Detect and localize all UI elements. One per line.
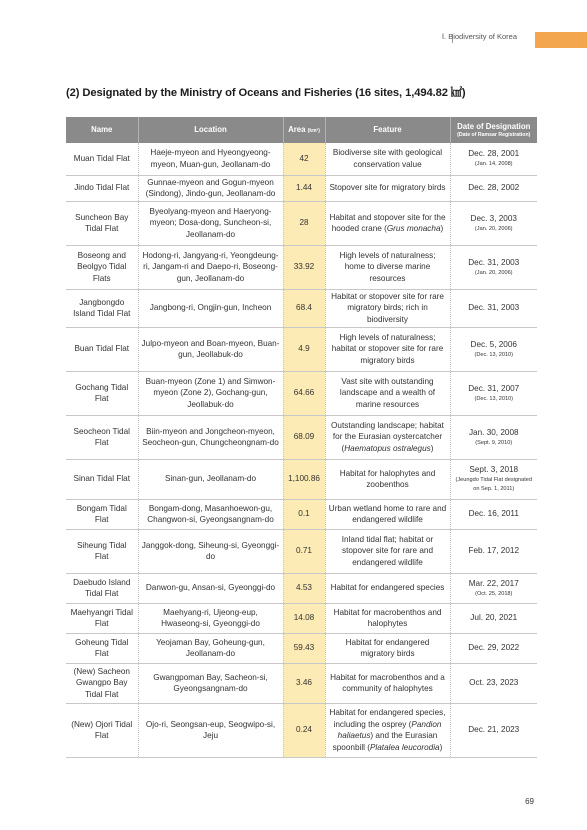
- location: Gunnae-myeon and Gogun-myeon (Sindong), Jindo-gun, Jeollanam-do: [145, 177, 276, 199]
- feature-text: Urban wetland home to rare and endangered wildlife: [328, 503, 447, 525]
- location-cell: [138, 459, 283, 499]
- table-row: [66, 573, 537, 603]
- designation-date: Jan. 30, 2008: [468, 427, 519, 437]
- species-name: Grus monacha: [386, 224, 441, 234]
- table-row: [66, 245, 537, 289]
- site-name-cell: [66, 371, 138, 415]
- site-name: (New) Ojori Tidal Flat: [71, 719, 133, 741]
- area-value: 4.9: [298, 344, 310, 354]
- feature-cell: [325, 201, 450, 245]
- location-cell: [138, 663, 283, 703]
- area-unit: (km²): [307, 128, 320, 135]
- feature-cell: [325, 327, 450, 371]
- date-cell: [450, 573, 537, 603]
- location-cell: [138, 573, 283, 603]
- site-name: Boseong and Beolgyo Tidal Flats: [77, 250, 127, 284]
- site-name-cell: [66, 201, 138, 245]
- table-row: [66, 289, 537, 327]
- feature-cell: [325, 529, 450, 573]
- designation-date: Dec. 29, 2022: [468, 643, 520, 653]
- location: Janggok-dong, Siheung-si, Gyeonggi-do: [141, 540, 280, 562]
- site-name-cell: [66, 143, 138, 175]
- species-name: Haematopus ostralegus: [344, 444, 431, 454]
- column-header-date: [450, 117, 537, 143]
- area-value: 1,100.86: [288, 474, 320, 484]
- location: Buan-myeon (Zone 1) and Simwon-myeon (Zone 2), Gochang-gun, Jeollabuk-do: [145, 376, 276, 410]
- section-title: (2) Designated by the Ministry of Oceans and Fisheries (16 sites, 1,494.82 ㎢): [66, 87, 466, 99]
- designation-date: Sept. 3, 2018: [469, 465, 519, 475]
- feature-cell: [325, 175, 450, 201]
- date-cell: [450, 371, 537, 415]
- date-label: Date of Designation: [457, 121, 531, 131]
- location-cell: [138, 175, 283, 201]
- species-name: Pandion haliaetus: [337, 719, 442, 741]
- site-name: Suncheon Bay Tidal Flat: [75, 212, 129, 234]
- location: Biin-myeon and Jongcheon-myeon, Seocheon-gun, Chungcheongnam-do: [142, 426, 279, 448]
- table-row: [66, 499, 537, 529]
- chapter-tab: [535, 32, 587, 48]
- table-row: [66, 371, 537, 415]
- site-name-cell: [66, 245, 138, 289]
- ramsar-date: (Jeungdo Tidal Flat designated on Sep. 1, 2011): [455, 477, 532, 493]
- designation-date: Dec. 28, 2001: [468, 149, 520, 159]
- table-row: [66, 663, 537, 703]
- table-row: [66, 201, 537, 245]
- site-name-cell: [66, 459, 138, 499]
- table-row: [66, 327, 537, 371]
- date-sublabel: (Date of Ramsar Registration): [457, 131, 531, 138]
- feature-cell: [325, 633, 450, 663]
- table-row: [66, 633, 537, 663]
- area-cell: [283, 371, 325, 415]
- table-row: [66, 415, 537, 459]
- area-cell: [283, 603, 325, 633]
- feature-cell: [325, 245, 450, 289]
- designation-date: Jul. 20, 2021: [470, 613, 518, 623]
- designation-date: Feb. 17, 2012: [468, 546, 520, 556]
- column-header-area: [283, 117, 325, 143]
- site-name: Buan Tidal Flat: [74, 344, 130, 354]
- designation-date: Oct. 23, 2023: [469, 678, 519, 688]
- location: Bongam-dong, Masanhoewon-gu, Changwon-si, Gyeongsangnam-do: [147, 503, 274, 525]
- location-cell: [138, 245, 283, 289]
- area-cell: [283, 573, 325, 603]
- feature-text: Habitat and stopover site for the hooded crane (: [329, 212, 446, 234]
- site-name-cell: [66, 415, 138, 459]
- location-cell: [138, 529, 283, 573]
- area-cell: [283, 415, 325, 459]
- site-name: Jindo Tidal Flat: [74, 183, 130, 193]
- area-value: 42: [299, 153, 309, 163]
- column-header-feature: Feature: [325, 117, 450, 143]
- site-name: (New) Sacheon Gwangpo Bay Tidal Flat: [73, 666, 130, 700]
- feature-cell: [325, 415, 450, 459]
- feature-cell: [325, 573, 450, 603]
- area-value: 3.46: [296, 678, 312, 688]
- location-cell: [138, 415, 283, 459]
- date-cell: [450, 459, 537, 499]
- site-name: Daebudo Island Tidal Flat: [73, 577, 131, 599]
- designation-date: Dec. 21, 2023: [468, 725, 520, 735]
- location: Jangbong-ri, Ongjin-gun, Incheon: [149, 303, 272, 313]
- date-cell: [450, 663, 537, 703]
- date-cell: [450, 175, 537, 201]
- date-cell: [450, 415, 537, 459]
- feature-text: Habitat for endangered migratory birds: [345, 637, 430, 659]
- designation-date: Dec. 28, 2002: [468, 183, 520, 193]
- location-cell: [138, 499, 283, 529]
- date-cell: [450, 201, 537, 245]
- site-name-cell: [66, 573, 138, 603]
- table-row: [66, 529, 537, 573]
- area-cell: [283, 459, 325, 499]
- site-name: Sinan Tidal Flat: [73, 474, 130, 484]
- feature-text: Biodiverse site with geological conservation value: [332, 148, 443, 169]
- date-cell: [450, 703, 537, 757]
- area-cell: [283, 245, 325, 289]
- location-cell: [138, 201, 283, 245]
- area-value: 0.24: [296, 725, 312, 735]
- ramsar-date: (Jan. 20, 2006): [474, 269, 513, 276]
- feature-cell: [325, 459, 450, 499]
- location: Gwangpoman Bay, Sacheon-si, Gyeongsangnam-do: [153, 672, 268, 694]
- site-name: Jangbongdo Island Tidal Flat: [73, 297, 131, 319]
- ramsar-date: (Oct. 25, 2018): [475, 590, 513, 597]
- site-name-cell: [66, 175, 138, 201]
- table-row: [66, 459, 537, 499]
- location: Julpo-myeon and Boan-myeon, Buan-gun, Jeollabuk-do: [141, 338, 280, 360]
- area-cell: [283, 663, 325, 703]
- area-value: 28: [299, 218, 309, 228]
- area-value: 68.09: [293, 432, 315, 442]
- location-cell: [138, 633, 283, 663]
- site-name-cell: [66, 529, 138, 573]
- site-name-cell: [66, 603, 138, 633]
- area-value: 59.43: [293, 643, 315, 653]
- location: Yeojaman Bay, Goheung-gun, Jeollanam-do: [156, 637, 265, 659]
- area-value: 68.4: [296, 303, 312, 313]
- feature-cell: [325, 663, 450, 703]
- area-value: 14.08: [293, 613, 315, 623]
- area-value: 0.71: [296, 546, 312, 556]
- feature-text: Habitat for endangered species, including the osprey (: [329, 707, 446, 729]
- page-number: 69: [525, 797, 534, 806]
- designation-date: Mar. 22, 2017: [468, 578, 519, 588]
- area-value: 0.1: [298, 509, 310, 519]
- area-cell: [283, 289, 325, 327]
- table-row: [66, 175, 537, 201]
- location: Danwon-gu, Ansan-si, Gyeonggi-do: [145, 583, 276, 593]
- designation-date: Dec. 16, 2011: [468, 509, 519, 519]
- designation-date: Dec. 31, 2003: [468, 257, 520, 267]
- area-cell: [283, 143, 325, 175]
- area-value: 33.92: [293, 262, 315, 272]
- location-cell: [138, 603, 283, 633]
- site-name-cell: [66, 633, 138, 663]
- ramsar-date: (Jan. 14, 2008): [474, 161, 513, 168]
- date-cell: [450, 143, 537, 175]
- designation-date: Dec. 31, 2003: [468, 303, 520, 313]
- feature-text: Habitat for halophytes and zoobenthos: [339, 468, 436, 490]
- feature-text: High levels of naturalness; home to diverse marine resources: [339, 250, 436, 284]
- location-cell: [138, 327, 283, 371]
- location: Ojo-ri, Seongsan-eup, Seogwipo-si, Jeju: [145, 719, 276, 741]
- site-name: Bongam Tidal Flat: [76, 503, 127, 525]
- table-row: [66, 703, 537, 757]
- location-cell: [138, 703, 283, 757]
- area-cell: [283, 175, 325, 201]
- feature-text: Stopover site for migratory birds: [329, 183, 446, 193]
- location: Hodong-ri, Jangyang-ri, Yeongdeung-ri, Jangam-ri and Daepo-ri, Boseong-gun, Jeollanam-do: [142, 250, 279, 284]
- location-cell: [138, 143, 283, 175]
- feature-text: High levels of naturalness; habitat or stopover site for rare migratory birds: [331, 332, 444, 366]
- date-cell: [450, 529, 537, 573]
- area-cell: [283, 499, 325, 529]
- designation-date: Dec. 3, 2003: [470, 213, 517, 223]
- ramsar-date: (Jan. 20, 2006): [474, 225, 513, 232]
- site-name-cell: [66, 289, 138, 327]
- location: Haeje-myeon and Hyeongyeong-myeon, Muan-gun, Jeollanam-do: [150, 148, 271, 169]
- date-cell: [450, 603, 537, 633]
- date-cell: [450, 289, 537, 327]
- area-cell: [283, 633, 325, 663]
- area-cell: [283, 703, 325, 757]
- site-name-cell: [66, 327, 138, 371]
- site-name: Siheung Tidal Flat: [76, 540, 127, 562]
- ramsar-date: (Dec. 13, 2010): [474, 395, 514, 402]
- designation-date: Dec. 31, 2007: [468, 383, 520, 393]
- feature-cell: [325, 703, 450, 757]
- column-header-name: Name: [66, 117, 138, 143]
- feature-text: ): [439, 742, 443, 752]
- ramsar-date: (Dec. 13, 2010): [474, 351, 514, 358]
- feature-text: ): [430, 444, 434, 454]
- date-cell: [450, 245, 537, 289]
- ramsar-date: (Sept. 9, 2010): [475, 439, 513, 446]
- site-name-cell: [66, 663, 138, 703]
- feature-text: Habitat for endangered species: [330, 583, 445, 593]
- table-header-row: [66, 117, 537, 143]
- feature-text: Habitat for macrobenthos and halophytes: [333, 607, 442, 629]
- feature-text: Vast site with outstanding landscape and a wealth of marine resources: [339, 376, 436, 410]
- running-header: Ⅰ. Biodiversity of Korea: [441, 32, 517, 41]
- feature-text: Habitat or stopover site for rare migratory birds; rich in biodiversity: [331, 291, 444, 325]
- site-name: Goheung Tidal Flat: [75, 637, 129, 659]
- location: Sinan-gun, Jeollanam-do: [164, 474, 257, 484]
- area-value: 4.53: [296, 583, 312, 593]
- feature-cell: [325, 289, 450, 327]
- site-name-cell: [66, 499, 138, 529]
- table-row: [66, 143, 537, 175]
- species-name: Platalea leucorodia: [369, 742, 440, 752]
- table-row: [66, 603, 537, 633]
- site-name: Maehyangri Tidal Flat: [70, 607, 133, 629]
- date-cell: [450, 633, 537, 663]
- feature-cell: [325, 143, 450, 175]
- area-cell: [283, 529, 325, 573]
- feature-cell: [325, 371, 450, 415]
- location-cell: [138, 289, 283, 327]
- designation-date: Dec. 5, 2006: [470, 339, 517, 349]
- location: Byeolyang-myeon and Haeryong-myeon; Dosa-dong, Suncheon-si, Jeollanam-do: [149, 206, 272, 240]
- site-name: Seocheon Tidal Flat: [73, 426, 130, 448]
- column-header-location: Location: [138, 117, 283, 143]
- area-value: 64.66: [293, 388, 315, 398]
- site-name: Muan Tidal Flat: [73, 153, 130, 163]
- wetland-sites-table: [66, 117, 537, 758]
- date-cell: [450, 499, 537, 529]
- feature-text: ) and the Eurasian spoonbill (: [332, 731, 438, 752]
- feature-cell: [325, 499, 450, 529]
- area-value: 1.44: [296, 183, 312, 193]
- area-cell: [283, 327, 325, 371]
- feature-text: Inland tidal flat; habitat or stopover site for rare and endangered wildlife: [341, 534, 434, 568]
- feature-cell: [325, 603, 450, 633]
- area-cell: [283, 201, 325, 245]
- site-name: Gochang Tidal Flat: [75, 382, 129, 404]
- area-label: Area: [288, 125, 306, 135]
- feature-text: Habitat for macrobenthos and a community of halophytes: [330, 672, 445, 694]
- site-name-cell: [66, 703, 138, 757]
- location: Maehyang-ri, Ujeong-eup, Hwaseong-si, Gyeonggi-do: [161, 607, 260, 629]
- location-cell: [138, 371, 283, 415]
- feature-text: ): [440, 224, 444, 234]
- feature-text: Outstanding landscape; habitat for the Eurasian oystercatcher (: [331, 420, 444, 454]
- date-cell: [450, 327, 537, 371]
